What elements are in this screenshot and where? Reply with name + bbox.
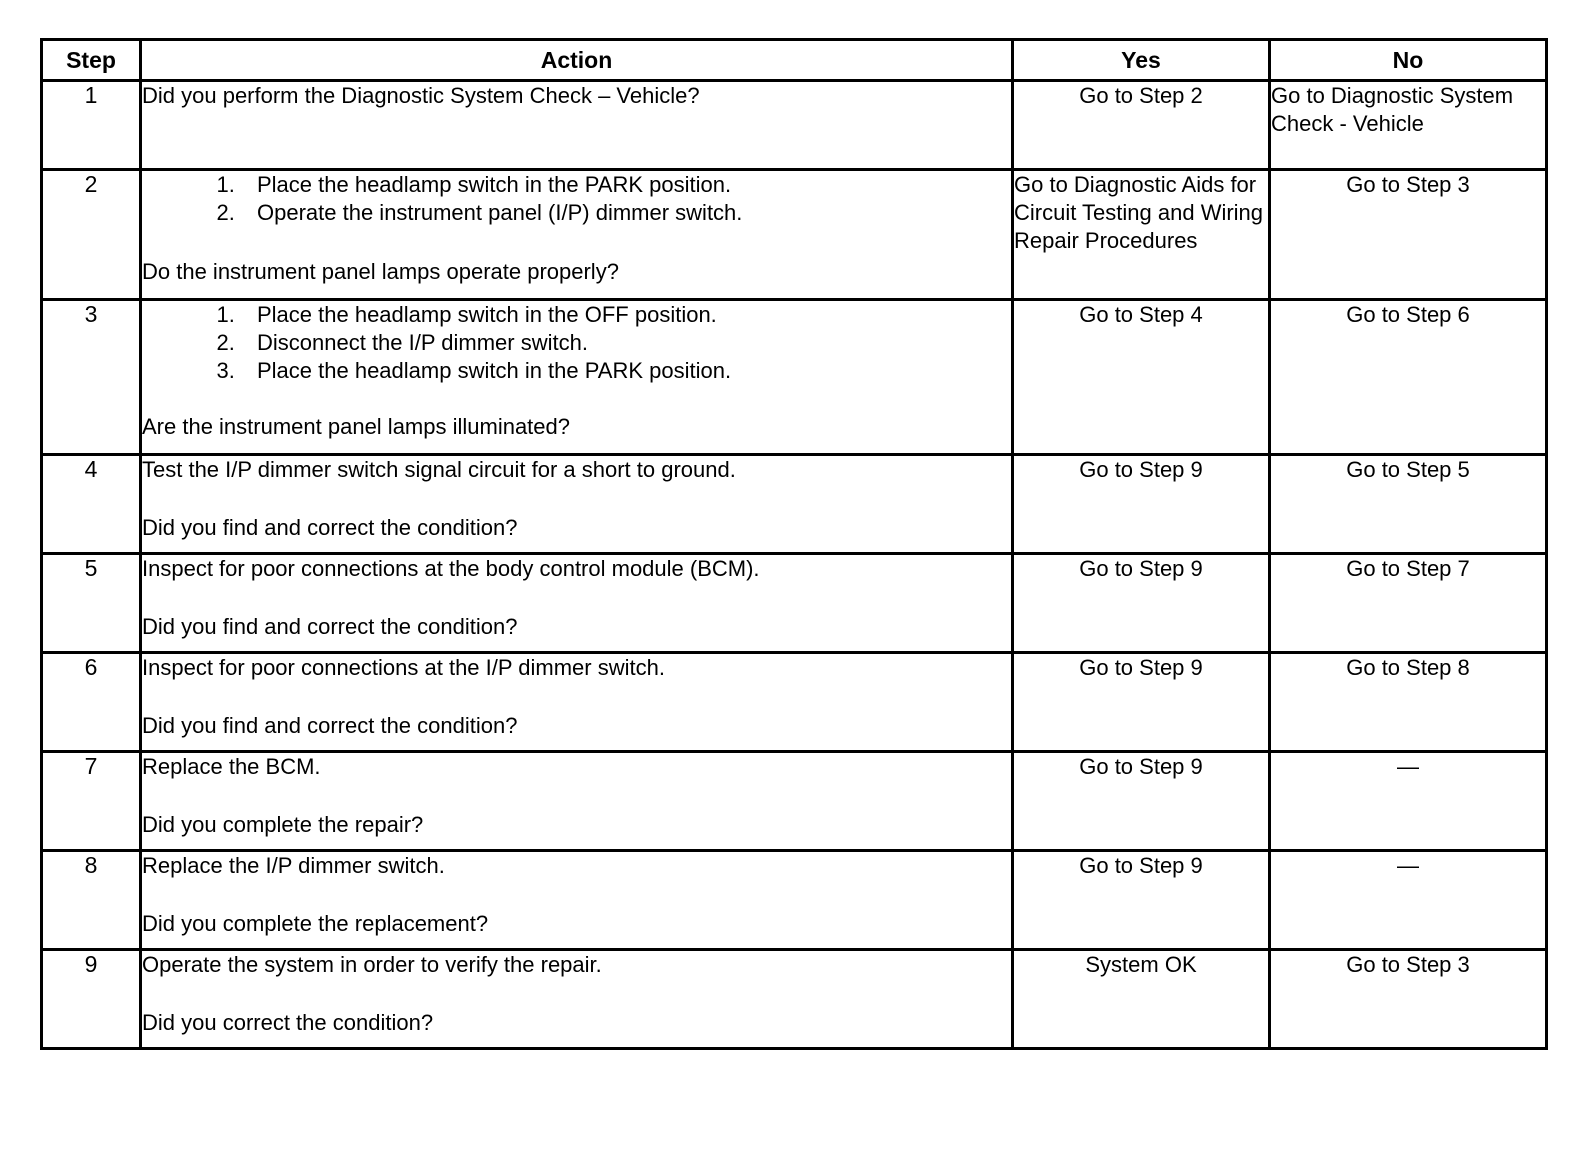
action-question: Did you find and correct the condition? bbox=[142, 614, 518, 639]
table-row bbox=[42, 81, 1547, 170]
action-question: Did you complete the repair? bbox=[142, 812, 424, 837]
action-text: Inspect for poor connections at the body control module (BCM). bbox=[142, 556, 760, 581]
table-row bbox=[42, 752, 1547, 851]
action-text: Inspect for poor connections at the I/P dimmer switch. bbox=[142, 655, 665, 680]
action-cell bbox=[141, 554, 1013, 653]
action-cell bbox=[141, 455, 1013, 554]
no-cell: Go to Diagnostic System Check - Vehicle bbox=[1270, 81, 1547, 170]
step-number: 7 bbox=[42, 752, 141, 851]
action-question: Did you complete the replacement? bbox=[142, 911, 489, 936]
yes-cell: Go to Step 4 bbox=[1013, 300, 1270, 455]
action-cell bbox=[141, 653, 1013, 752]
yes-cell: Go to Step 2 bbox=[1013, 81, 1270, 170]
table-row bbox=[42, 455, 1547, 554]
no-cell: Go to Step 6 bbox=[1270, 300, 1547, 455]
list-item: 1. Place the headlamp switch in the OFF position. bbox=[241, 301, 1011, 329]
action-text: Operate the system in order to verify the repair. bbox=[142, 952, 602, 977]
action-cell bbox=[141, 851, 1013, 950]
no-cell: Go to Step 3 bbox=[1270, 950, 1547, 1049]
yes-cell: Go to Step 9 bbox=[1013, 554, 1270, 653]
action-text: Did you perform the Diagnostic System Check – Vehicle? bbox=[142, 83, 700, 108]
action-question: Did you find and correct the condition? bbox=[142, 713, 518, 738]
action-cell bbox=[141, 81, 1013, 170]
step-number: 6 bbox=[42, 653, 141, 752]
action-cell bbox=[141, 752, 1013, 851]
list-item: 1. Place the headlamp switch in the PARK position. bbox=[241, 171, 1011, 199]
header-step: Step bbox=[42, 40, 141, 81]
action-question: Are the instrument panel lamps illuminated? bbox=[142, 414, 571, 439]
no-cell: Go to Step 5 bbox=[1270, 455, 1547, 554]
action-question: Do the instrument panel lamps operate properly? bbox=[142, 259, 619, 284]
list-item: 2. Disconnect the I/P dimmer switch. bbox=[241, 329, 1011, 357]
no-cell: Go to Step 8 bbox=[1270, 653, 1547, 752]
step-number: 8 bbox=[42, 851, 141, 950]
action-text: Test the I/P dimmer switch signal circuit for a short to ground. bbox=[142, 457, 736, 482]
table-row bbox=[42, 950, 1547, 1049]
yes-cell: System OK bbox=[1013, 950, 1270, 1049]
header-action: Action bbox=[141, 40, 1013, 81]
no-cell: Go to Step 7 bbox=[1270, 554, 1547, 653]
table-row bbox=[42, 170, 1547, 300]
action-question: Did you correct the condition? bbox=[142, 1010, 434, 1035]
table-row bbox=[42, 653, 1547, 752]
no-cell: — bbox=[1270, 752, 1547, 851]
header-no: No bbox=[1270, 40, 1547, 81]
diagnostic-table bbox=[40, 38, 1548, 1050]
action-text: Replace the I/P dimmer switch. bbox=[142, 853, 445, 878]
action-cell bbox=[141, 170, 1013, 300]
table-row bbox=[42, 554, 1547, 653]
step-number: 3 bbox=[42, 300, 141, 455]
action-question: Did you find and correct the condition? bbox=[142, 515, 518, 540]
yes-cell: Go to Step 9 bbox=[1013, 653, 1270, 752]
no-cell: Go to Step 3 bbox=[1270, 170, 1547, 300]
yes-cell: Go to Step 9 bbox=[1013, 455, 1270, 554]
list-item: 2. Operate the instrument panel (I/P) dimmer switch. bbox=[241, 199, 1011, 227]
action-text: Replace the BCM. bbox=[142, 754, 321, 779]
table-row bbox=[42, 851, 1547, 950]
step-number: 5 bbox=[42, 554, 141, 653]
yes-cell: Go to Step 9 bbox=[1013, 851, 1270, 950]
list-item: 3. Place the headlamp switch in the PARK position. bbox=[241, 357, 1011, 385]
step-number: 2 bbox=[42, 170, 141, 300]
step-number: 1 bbox=[42, 81, 141, 170]
table-row bbox=[42, 300, 1547, 455]
no-cell: — bbox=[1270, 851, 1547, 950]
header-row bbox=[42, 40, 1547, 81]
header-yes: Yes bbox=[1013, 40, 1270, 81]
action-list bbox=[142, 301, 1011, 385]
action-cell bbox=[141, 950, 1013, 1049]
step-number: 4 bbox=[42, 455, 141, 554]
action-cell bbox=[141, 300, 1013, 455]
action-list bbox=[142, 171, 1011, 227]
yes-cell: Go to Diagnostic Aids for Circuit Testing and Wiring Repair Procedures bbox=[1013, 170, 1270, 300]
yes-cell: Go to Step 9 bbox=[1013, 752, 1270, 851]
step-number: 9 bbox=[42, 950, 141, 1049]
